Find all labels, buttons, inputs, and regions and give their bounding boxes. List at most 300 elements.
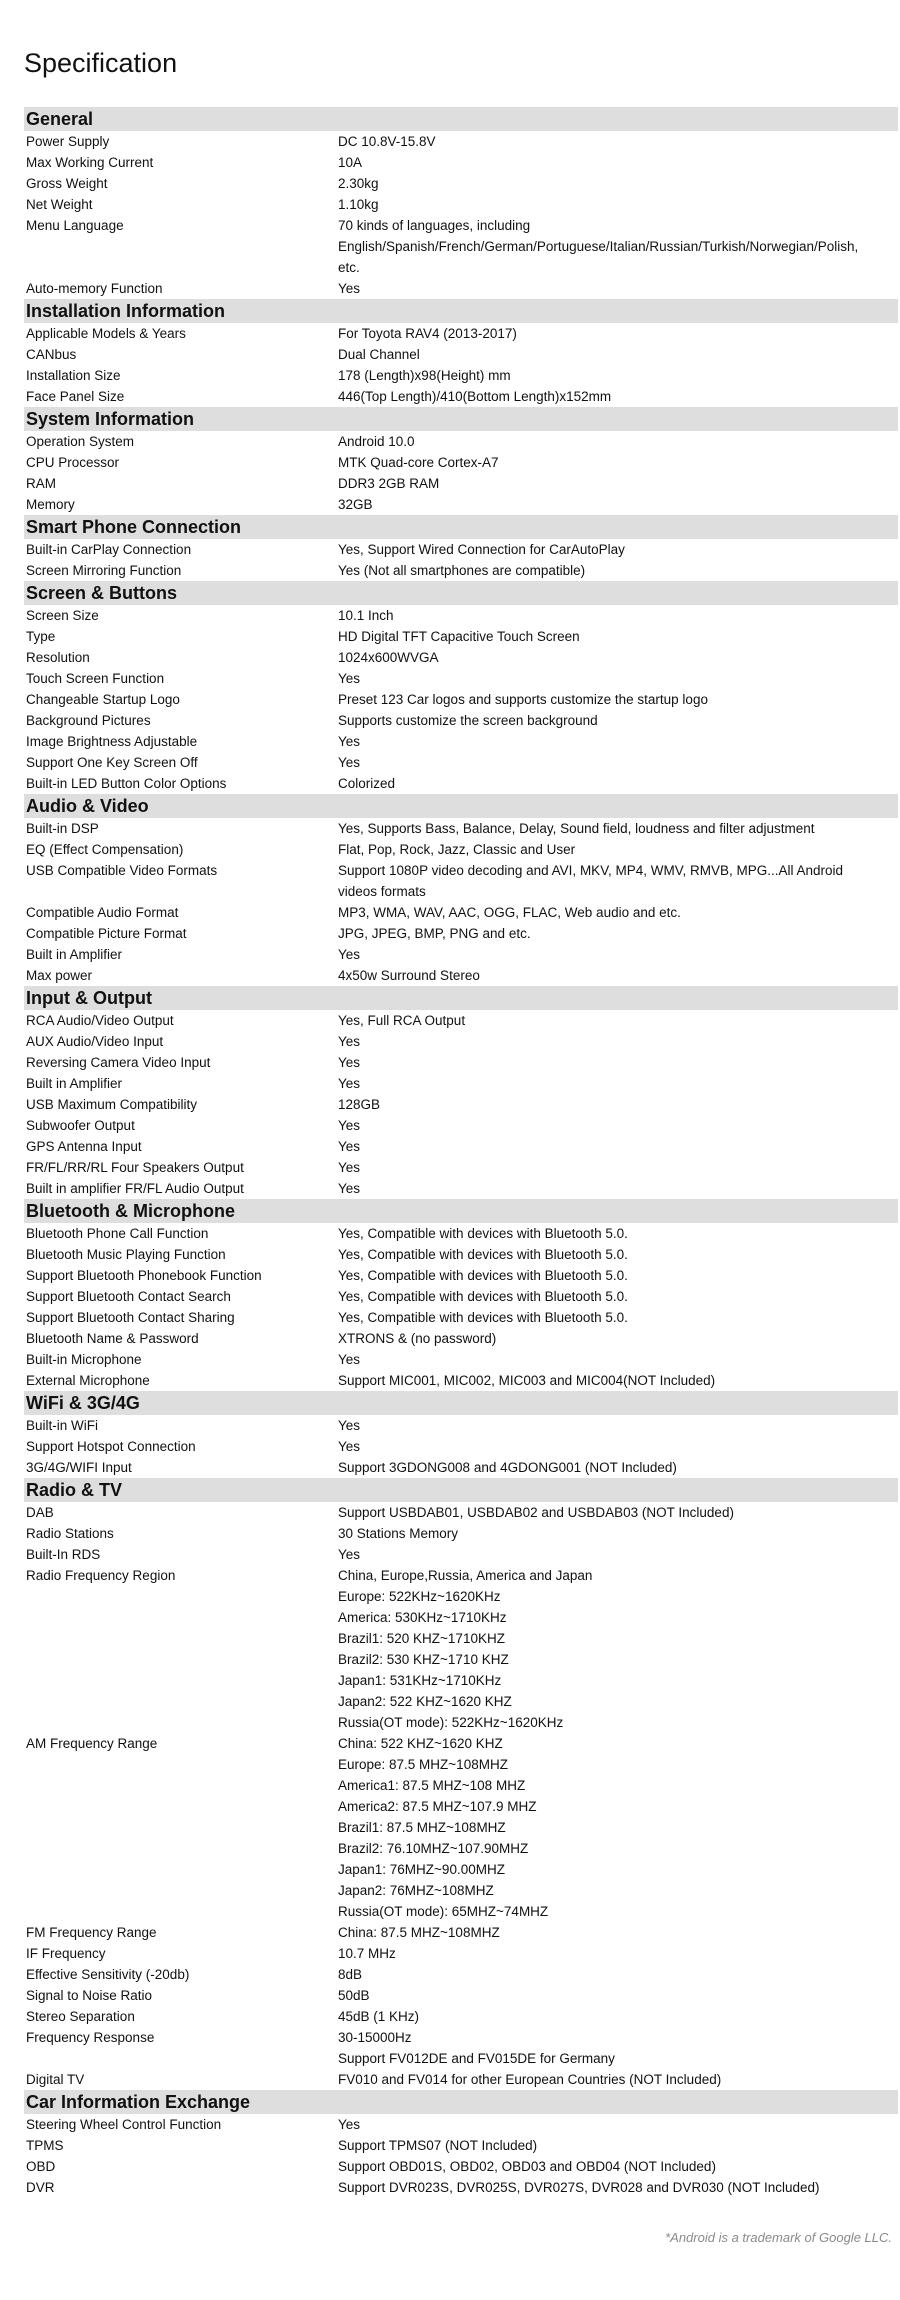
spec-row xyxy=(24,1370,898,1391)
spec-value xyxy=(338,944,898,965)
spec-value-line: Japan1: 531KHz~1710KHz xyxy=(338,1673,502,1688)
spec-value xyxy=(338,2114,898,2135)
spec-value-line: China: 87.5 MHZ~108MHZ xyxy=(338,1925,500,1940)
spec-value xyxy=(338,839,898,860)
spec-value xyxy=(338,626,898,647)
spec-row xyxy=(24,1265,898,1286)
spec-row xyxy=(24,1964,898,1985)
spec-row xyxy=(24,323,898,344)
spec-label: Built in amplifier FR/FL Audio Output xyxy=(26,1181,244,1196)
spec-label: Built-in Microphone xyxy=(26,1352,142,1367)
spec-value-line: 446(Top Length)/410(Bottom Length)x152mm xyxy=(338,389,612,404)
spec-label: Reversing Camera Video Input xyxy=(26,1055,211,1070)
spec-row xyxy=(24,1985,898,2006)
spec-label: Subwoofer Output xyxy=(26,1118,135,1133)
spec-value-line: Preset 123 Car logos and supports customize the startup logo xyxy=(338,692,708,707)
spec-value-line: Yes xyxy=(338,1076,361,1091)
spec-value xyxy=(338,1985,898,2006)
spec-value-line: Android 10.0 xyxy=(338,434,415,449)
spec-label: RCA Audio/Video Output xyxy=(26,1013,174,1028)
spec-value-line: Support OBD01S, OBD02, OBD03 and OBD04 (NOT Included) xyxy=(338,2159,716,2174)
spec-value xyxy=(338,689,898,710)
spec-value-line: America2: 87.5 MHZ~107.9 MHZ xyxy=(338,1799,537,1814)
spec-value-line: Support DVR023S, DVR025S, DVR027S, DVR028 and DVR030 (NOT Included) xyxy=(338,2180,820,2195)
spec-label: Radio Frequency Region xyxy=(26,1568,176,1583)
spec-row xyxy=(24,1733,898,1922)
spec-label: 3G/4G/WIFI Input xyxy=(26,1460,132,1475)
spec-value xyxy=(338,818,898,839)
spec-row xyxy=(24,194,898,215)
spec-label: Support One Key Screen Off xyxy=(26,755,198,770)
spec-value-line: Yes, Compatible with devices with Bluetooth 5.0. xyxy=(338,1247,628,1262)
spec-value-line: 10A xyxy=(338,155,363,170)
spec-value-line: Supports customize the screen background xyxy=(338,713,598,728)
spec-value xyxy=(338,1922,898,1943)
spec-value-line: 32GB xyxy=(338,497,373,512)
spec-row xyxy=(24,944,898,965)
spec-value-line: Yes, Compatible with devices with Bluetooth 5.0. xyxy=(338,1226,628,1241)
spec-row xyxy=(24,173,898,194)
spec-value-line: DC 10.8V-15.8V xyxy=(338,134,436,149)
spec-label: Built in Amplifier xyxy=(26,947,123,962)
spec-value xyxy=(338,1223,898,1244)
spec-row xyxy=(24,494,898,515)
spec-row xyxy=(24,1436,898,1457)
spec-value xyxy=(338,2006,898,2027)
spec-value xyxy=(338,1415,898,1436)
spec-value xyxy=(338,965,898,986)
spec-value xyxy=(338,1964,898,1985)
spec-value xyxy=(338,152,898,173)
spec-value-line: Yes xyxy=(338,2117,361,2132)
spec-value-line: Yes, Compatible with devices with Bluetooth 5.0. xyxy=(338,1268,628,1283)
spec-value-line: Russia(OT mode): 65MHZ~74MHZ xyxy=(338,1904,549,1919)
spec-value-line: XTRONS & (no password) xyxy=(338,1331,497,1346)
spec-value xyxy=(338,1565,898,1733)
spec-value xyxy=(338,539,898,560)
spec-row xyxy=(24,1523,898,1544)
spec-row xyxy=(24,1052,898,1073)
trademark-footnote: *Android is a trademark of Google LLC. xyxy=(665,2230,892,2245)
spec-label: Screen Mirroring Function xyxy=(26,563,182,578)
spec-value xyxy=(338,1010,898,1031)
spec-value-line: 2.30kg xyxy=(338,176,379,191)
spec-row xyxy=(24,689,898,710)
spec-row xyxy=(24,731,898,752)
spec-label: Support Hotspot Connection xyxy=(26,1439,196,1454)
spec-value xyxy=(338,605,898,626)
spec-value xyxy=(338,131,898,152)
spec-value-line: America: 530KHz~1710KHz xyxy=(338,1610,507,1625)
spec-value xyxy=(338,473,898,494)
spec-value xyxy=(338,386,898,407)
spec-value-line: Flat, Pop, Rock, Jazz, Classic and User xyxy=(338,842,576,857)
spec-row xyxy=(24,1223,898,1244)
spec-row xyxy=(24,773,898,794)
spec-value xyxy=(338,1094,898,1115)
spec-value xyxy=(338,1523,898,1544)
spec-value-line: For Toyota RAV4 (2013-2017) xyxy=(338,326,517,341)
spec-label: DVR xyxy=(26,2180,55,2195)
spec-value-line: 30 Stations Memory xyxy=(338,1526,459,1541)
spec-label: Bluetooth Phone Call Function xyxy=(26,1226,209,1241)
spec-value xyxy=(338,278,898,299)
spec-label: RAM xyxy=(26,476,56,491)
spec-label: AUX Audio/Video Input xyxy=(26,1034,164,1049)
spec-label: Radio Stations xyxy=(26,1526,114,1541)
spec-row xyxy=(24,818,898,839)
spec-value-line: 178 (Length)x98(Height) mm xyxy=(338,368,511,383)
spec-value xyxy=(338,2156,898,2177)
spec-value xyxy=(338,668,898,689)
spec-value-line: Brazil1: 87.5 MHZ~108MHZ xyxy=(338,1820,506,1835)
spec-label: Screen Size xyxy=(26,608,99,623)
spec-value-line: Support MIC001, MIC002, MIC003 and MIC004(NOT Included) xyxy=(338,1373,716,1388)
section-header: WiFi & 3G/4G xyxy=(24,1391,898,1415)
spec-label: Bluetooth Music Playing Function xyxy=(26,1247,226,1262)
spec-row xyxy=(24,1565,898,1733)
spec-row xyxy=(24,2177,898,2198)
spec-value-line: 1024x600WVGA xyxy=(338,650,439,665)
spec-value xyxy=(338,731,898,752)
spec-value-line: Yes, Supports Bass, Balance, Delay, Sound field, loudness and filter adjustment xyxy=(338,821,815,836)
spec-value xyxy=(338,194,898,215)
section-header: Smart Phone Connection xyxy=(24,515,898,539)
spec-value xyxy=(338,560,898,581)
spec-value-line: English/Spanish/French/German/Portuguese/Italian/Russian/Turkish/Norwegian/Polish, xyxy=(338,239,859,254)
spec-row xyxy=(24,560,898,581)
spec-row xyxy=(24,1943,898,1964)
spec-row xyxy=(24,386,898,407)
spec-row xyxy=(24,1115,898,1136)
spec-value xyxy=(338,1052,898,1073)
spec-label: Built-In RDS xyxy=(26,1547,101,1562)
spec-row xyxy=(24,215,898,278)
spec-label: Support Bluetooth Contact Sharing xyxy=(26,1310,235,1325)
spec-value-line: Yes xyxy=(338,1547,361,1562)
spec-value-line: etc. xyxy=(338,260,360,275)
spec-label: Gross Weight xyxy=(26,176,108,191)
spec-value-line: DDR3 2GB RAM xyxy=(338,476,440,491)
spec-value-line: Brazil2: 530 KHZ~1710 KHZ xyxy=(338,1652,509,1667)
spec-value-line: Yes xyxy=(338,1118,361,1133)
spec-label: GPS Antenna Input xyxy=(26,1139,142,1154)
spec-label: AM Frequency Range xyxy=(26,1736,158,1751)
section-header: Bluetooth & Microphone xyxy=(24,1199,898,1223)
spec-row xyxy=(24,965,898,986)
spec-row xyxy=(24,839,898,860)
spec-value-line: Brazil2: 76.10MHZ~107.90MHZ xyxy=(338,1841,529,1856)
spec-label: Stereo Separation xyxy=(26,2009,135,2024)
section-header: Car Information Exchange xyxy=(24,2090,898,2114)
spec-label: CPU Processor xyxy=(26,455,120,470)
spec-value-line: Support FV012DE and FV015DE for Germany xyxy=(338,2051,615,2066)
spec-row xyxy=(24,2114,898,2135)
spec-value xyxy=(338,173,898,194)
spec-label: Effective Sensitivity (-20db) xyxy=(26,1967,190,1982)
spec-value xyxy=(338,365,898,386)
spec-label: Built-in LED Button Color Options xyxy=(26,776,227,791)
spec-value-line: 10.1 Inch xyxy=(338,608,394,623)
spec-value-line: videos formats xyxy=(338,884,426,899)
spec-value-line: 30-15000Hz xyxy=(338,2030,412,2045)
spec-value xyxy=(338,773,898,794)
spec-row xyxy=(24,1010,898,1031)
spec-value xyxy=(338,1265,898,1286)
section-header: Radio & TV xyxy=(24,1478,898,1502)
spec-value-line: 50dB xyxy=(338,1988,370,2003)
spec-label: Compatible Picture Format xyxy=(26,926,187,941)
spec-value xyxy=(338,1178,898,1199)
spec-value xyxy=(338,344,898,365)
spec-value-line: Yes, Compatible with devices with Bluetooth 5.0. xyxy=(338,1310,628,1325)
spec-value xyxy=(338,2177,898,2198)
section-header: System Information xyxy=(24,407,898,431)
spec-label: IF Frequency xyxy=(26,1946,106,1961)
spec-value xyxy=(338,2135,898,2156)
spec-label: Applicable Models & Years xyxy=(26,326,186,341)
spec-value-line: China: 522 KHZ~1620 KHZ xyxy=(338,1736,503,1751)
spec-row xyxy=(24,539,898,560)
spec-row xyxy=(24,152,898,173)
spec-row xyxy=(24,923,898,944)
spec-value-line: Yes xyxy=(338,671,361,686)
spec-row xyxy=(24,431,898,452)
spec-label: Memory xyxy=(26,497,75,512)
spec-row xyxy=(24,860,898,902)
spec-row xyxy=(24,752,898,773)
section-header: General xyxy=(24,107,898,131)
spec-row xyxy=(24,1307,898,1328)
spec-row xyxy=(24,344,898,365)
spec-row xyxy=(24,1286,898,1307)
spec-value xyxy=(338,860,898,902)
spec-label: Resolution xyxy=(26,650,90,665)
spec-label: Frequency Response xyxy=(26,2030,155,2045)
spec-value xyxy=(338,1073,898,1094)
spec-label: Built in Amplifier xyxy=(26,1076,123,1091)
spec-value-line: Japan2: 522 KHZ~1620 KHZ xyxy=(338,1694,512,1709)
spec-value-line: Yes xyxy=(338,1418,361,1433)
spec-value xyxy=(338,2027,898,2069)
spec-label: Changeable Startup Logo xyxy=(26,692,180,707)
spec-value-line: 8dB xyxy=(338,1967,363,1982)
spec-label: Auto-memory Function xyxy=(26,281,163,296)
spec-value-line: Yes xyxy=(338,734,361,749)
spec-row xyxy=(24,1094,898,1115)
spec-row xyxy=(24,1157,898,1178)
spec-label: EQ (Effect Compensation) xyxy=(26,842,184,857)
spec-value-line: 128GB xyxy=(338,1097,381,1112)
spec-label: Steering Wheel Control Function xyxy=(26,2117,222,2132)
spec-value xyxy=(338,1157,898,1178)
spec-value-line: Russia(OT mode): 522KHz~1620KHz xyxy=(338,1715,564,1730)
spec-row xyxy=(24,1349,898,1370)
section-header: Input & Output xyxy=(24,986,898,1010)
spec-value-line: Yes xyxy=(338,1034,361,1049)
spec-row xyxy=(24,452,898,473)
spec-label: Power Supply xyxy=(26,134,110,149)
spec-row xyxy=(24,1457,898,1478)
spec-value xyxy=(338,1307,898,1328)
spec-label: FM Frequency Range xyxy=(26,1925,157,1940)
spec-value-line: Support USBDAB01, USBDAB02 and USBDAB03 (NOT Included) xyxy=(338,1505,734,1520)
spec-value xyxy=(338,431,898,452)
spec-value-line: HD Digital TFT Capacitive Touch Screen xyxy=(338,629,580,644)
spec-value xyxy=(338,215,898,278)
spec-value-line: Yes xyxy=(338,947,361,962)
spec-value xyxy=(338,752,898,773)
spec-row xyxy=(24,473,898,494)
spec-table xyxy=(24,107,898,2198)
spec-row xyxy=(24,902,898,923)
spec-label: Touch Screen Function xyxy=(26,671,165,686)
spec-value xyxy=(338,710,898,731)
spec-row xyxy=(24,2156,898,2177)
spec-value xyxy=(338,494,898,515)
spec-value-line: Yes, Full RCA Output xyxy=(338,1013,466,1028)
spec-value-line: China, Europe,Russia, America and Japan xyxy=(338,1568,593,1583)
spec-value xyxy=(338,1328,898,1349)
spec-value-line: Yes xyxy=(338,281,361,296)
spec-label: Type xyxy=(26,629,56,644)
spec-row xyxy=(24,278,898,299)
spec-value xyxy=(338,1943,898,1964)
spec-label: DAB xyxy=(26,1505,54,1520)
spec-row xyxy=(24,1073,898,1094)
spec-label: Digital TV xyxy=(26,2072,85,2087)
section-header: Screen & Buttons xyxy=(24,581,898,605)
spec-value-line: Yes, Compatible with devices with Bluetooth 5.0. xyxy=(338,1289,628,1304)
spec-label: TPMS xyxy=(26,2138,64,2153)
spec-label: Menu Language xyxy=(26,218,124,233)
spec-value-line: Yes (Not all smartphones are compatible) xyxy=(338,563,586,578)
spec-row xyxy=(24,1502,898,1523)
spec-value-line: 1.10kg xyxy=(338,197,379,212)
spec-row xyxy=(24,1415,898,1436)
spec-value-line: Yes xyxy=(338,1160,361,1175)
spec-value-line: Colorized xyxy=(338,776,396,791)
spec-value-line: Yes xyxy=(338,755,361,770)
spec-label: Background Pictures xyxy=(26,713,151,728)
page-title: Specification xyxy=(24,48,178,78)
spec-label: Max Working Current xyxy=(26,155,154,170)
spec-row xyxy=(24,131,898,152)
spec-value xyxy=(338,1436,898,1457)
spec-label: Built-in WiFi xyxy=(26,1418,99,1433)
spec-row xyxy=(24,1178,898,1199)
spec-row xyxy=(24,1136,898,1157)
spec-row xyxy=(24,2027,898,2069)
spec-value xyxy=(338,647,898,668)
spec-label: Signal to Noise Ratio xyxy=(26,1988,153,2003)
spec-value-line: America1: 87.5 MHZ~108 MHZ xyxy=(338,1778,526,1793)
spec-label: External Microphone xyxy=(26,1373,150,1388)
spec-row xyxy=(24,1544,898,1565)
spec-row xyxy=(24,1922,898,1943)
spec-value-line: Yes xyxy=(338,1352,361,1367)
spec-value-line: 4x50w Surround Stereo xyxy=(338,968,480,983)
spec-value-line: FV010 and FV014 for other European Countries (NOT Included) xyxy=(338,2072,722,2087)
spec-row xyxy=(24,365,898,386)
spec-row xyxy=(24,1328,898,1349)
spec-label: Support Bluetooth Phonebook Function xyxy=(26,1268,262,1283)
spec-value xyxy=(338,923,898,944)
spec-value xyxy=(338,1457,898,1478)
spec-value xyxy=(338,1370,898,1391)
spec-label: Support Bluetooth Contact Search xyxy=(26,1289,231,1304)
spec-label: Built-in DSP xyxy=(26,821,99,836)
spec-value-line: MTK Quad-core Cortex-A7 xyxy=(338,455,499,470)
spec-value-line: Yes xyxy=(338,1439,361,1454)
spec-row xyxy=(24,2069,898,2090)
spec-row xyxy=(24,1244,898,1265)
spec-value xyxy=(338,1136,898,1157)
spec-value-line: Yes xyxy=(338,1055,361,1070)
spec-value-line: Japan2: 76MHZ~108MHZ xyxy=(338,1883,494,1898)
spec-row xyxy=(24,2135,898,2156)
spec-value-line: Yes, Support Wired Connection for CarAutoPlay xyxy=(338,542,625,557)
spec-label: USB Maximum Compatibility xyxy=(26,1097,198,1112)
spec-value xyxy=(338,1244,898,1265)
spec-value-line: JPG, JPEG, BMP, PNG and etc. xyxy=(338,926,531,941)
spec-value xyxy=(338,1115,898,1136)
spec-value xyxy=(338,1544,898,1565)
spec-label: Net Weight xyxy=(26,197,93,212)
spec-value-line: Brazil1: 520 KHZ~1710KHZ xyxy=(338,1631,505,1646)
spec-label: Built-in CarPlay Connection xyxy=(26,542,192,557)
spec-row xyxy=(24,647,898,668)
spec-label: Max power xyxy=(26,968,93,983)
spec-value xyxy=(338,1502,898,1523)
section-header: Installation Information xyxy=(24,299,898,323)
spec-value xyxy=(338,1733,898,1922)
spec-label: Installation Size xyxy=(26,368,121,383)
spec-value-line: Yes xyxy=(338,1139,361,1154)
spec-value xyxy=(338,1286,898,1307)
section-header: Audio & Video xyxy=(24,794,898,818)
spec-value xyxy=(338,452,898,473)
spec-value-line: Europe: 87.5 MHZ~108MHZ xyxy=(338,1757,508,1772)
spec-value-line: Support TPMS07 (NOT Included) xyxy=(338,2138,538,2153)
spec-value xyxy=(338,1031,898,1052)
spec-value-line: 45dB (1 KHz) xyxy=(338,2009,420,2024)
spec-row xyxy=(24,2006,898,2027)
spec-label: FR/FL/RR/RL Four Speakers Output xyxy=(26,1160,244,1175)
spec-row xyxy=(24,668,898,689)
spec-value xyxy=(338,2069,898,2090)
spec-label: CANbus xyxy=(26,347,77,362)
spec-value xyxy=(338,1349,898,1370)
spec-value xyxy=(338,323,898,344)
spec-row xyxy=(24,626,898,647)
spec-label: Face Panel Size xyxy=(26,389,125,404)
spec-row xyxy=(24,710,898,731)
spec-value-line: Support 3GDONG008 and 4GDONG001 (NOT Included) xyxy=(338,1460,677,1475)
spec-value-line: Japan1: 76MHZ~90.00MHZ xyxy=(338,1862,505,1877)
spec-label: Image Brightness Adjustable xyxy=(26,734,198,749)
spec-value-line: MP3, WMA, WAV, AAC, OGG, FLAC, Web audio and etc. xyxy=(338,905,681,920)
spec-value-line: Support 1080P video decoding and AVI, MKV, MP4, WMV, RMVB, MPG...All Android xyxy=(338,863,844,878)
spec-label: OBD xyxy=(26,2159,56,2174)
spec-label: Operation System xyxy=(26,434,135,449)
spec-label: Compatible Audio Format xyxy=(26,905,179,920)
spec-value-line: Yes xyxy=(338,1181,361,1196)
spec-value-line: 10.7 MHz xyxy=(338,1946,396,1961)
spec-value-line: 70 kinds of languages, including xyxy=(338,218,531,233)
spec-label: Bluetooth Name & Password xyxy=(26,1331,199,1346)
spec-row xyxy=(24,1031,898,1052)
